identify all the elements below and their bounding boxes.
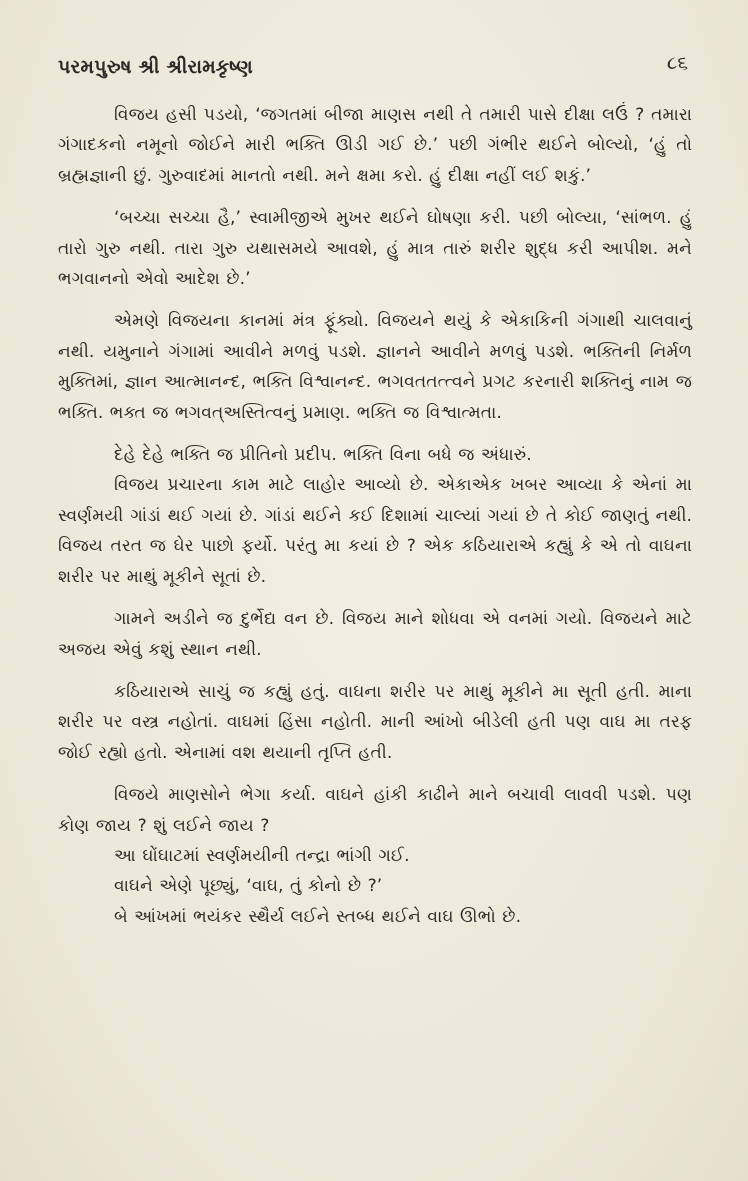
paragraph: વિજય હસી પડયો, ‘જગતમાં બીજા માણસ નથી તે તમારી પાસે દીક્ષા લઉં ? તમારા ગંગાદકનો નમૂનો જોઈને મારી ભક્તિ ઊડી ગઈ છે.’ પછી ગંભીર થઈને બોલ્યો, ‘હું તો બ્રહ્મજ્ઞાની છું. ગુરુવાદમાં માનતો નથી. મને ક્ષમા કરો. હું દીક્ષા નહીં લઈ શકું.’ [58, 105, 692, 186]
paragraph: વિજય પ્રચારના કામ માટે લાહોર આવ્યો છે. એકાએક ખબર આવ્યા કે એનાં મા સ્વર્ણમયી ગાંડાં થઈ ગયાં છે. ગાંડાં થઈને કઈ દિશામાં ચાલ્યાં ગયાં છે તે કોઈ જાણતું નથી. વિજય તરત જ ઘેર પાછો ફર્યો. પરંતુ મા કયાં છે ? એક કઠિયારાએ કહ્યું કે એ તો વાઘના શરીર પર માથું મૂકીને સૂતાં છે. [58, 475, 692, 587]
page-number: ૮૬ [666, 52, 688, 74]
running-head: પરમપુરુષ શ્રી શ્રીરામકૃષ્ણ [58, 56, 253, 78]
paragraph: બે આંખમાં ભયંકર સ્થૈર્ય લઈને સ્તબ્ધ થઈને વાઘ ઊભો છે. [114, 906, 522, 927]
paragraph: ‘બચ્ચા સચ્ચા હૈ,’ સ્વામીજીએ મુખર થઈને ઘોષણા કરી. પછી બોલ્યા, ‘સાંભળ. હું તારો ગુરુ નથી. તારા ગુરુ યથાસમયે આવશે, હું માત્ર તારું શરીર શુદ્ધ કરી આપીશ. મને ભગવાનનો એવો આદેશ છે.’ [58, 208, 692, 290]
paragraph: વાઘને એણે પૂછ્યું, ‘વાઘ, તું કોનો છે ?’ [114, 876, 383, 897]
paragraph: એમણે વિજયના કાનમાં મંત્ર ફૂંક્યો. વિજયને થયું કે એકાકિની ગંગાથી ચાલવાનું નથી. યમુનાને ગંગામાં આવીને મળવું પડશે. જ્ઞાનને આવીને મળવું પડશે. ભક્તિની નિર્મળ મુક્તિમાં, જ્ઞાન આત્માનન્દ, ભક્તિ વિશ્વાનન્દ. ભગવતતત્ત્વને પ્રગટ કરનારી શક્તિનું નામ જ ભક્તિ. ભક્ત જ ભગવત્‌અસ્તિત્વનું પ્રમાણ. ભક્તિ જ વિશ્વાત્મતા. [58, 311, 692, 423]
paragraph: દેહે દેહે ભક્તિ જ પ્રીતિનો પ્રદીપ. ભક્તિ વિના બધે જ અંધારું. [114, 445, 532, 466]
paragraph: આ ઘોંઘાટમાં સ્વર્ણમયીની તન્દ્રા ભાંગી ગઈ. [114, 845, 410, 866]
body-text [58, 100, 692, 932]
paragraph: કઠિયારાએ સાચું જ કહ્યું હતું. વાઘના શરીર પર માથું મૂકીને મા સૂતી હતી. માના શરીર પર વસ્ત્ર નહોતાં. વાઘમાં હિંસા નહોતી. માની આંખો બીડેલી હતી પણ વાઘ મા તરફ જોઈ રહ્યો હતો. એનામાં વશ થયાની તૃપ્તિ હતી. [58, 681, 692, 763]
paragraph: વિજયે માણસોને ભેગા કર્યા. વાઘને હાંકી કાઢીને માને બચાવી લાવવી પડશે. પણ કોણ જાય ? શું લઈને જાય ? [58, 785, 692, 836]
page-header [58, 48, 688, 88]
paragraph: ગામને અડીને જ દુર્ભેદ્ય વન છે. વિજય માને શોધવા એ વનમાં ગયો. વિજયને માટે અજય એવું કશું સ્થાન નથી. [58, 609, 692, 660]
